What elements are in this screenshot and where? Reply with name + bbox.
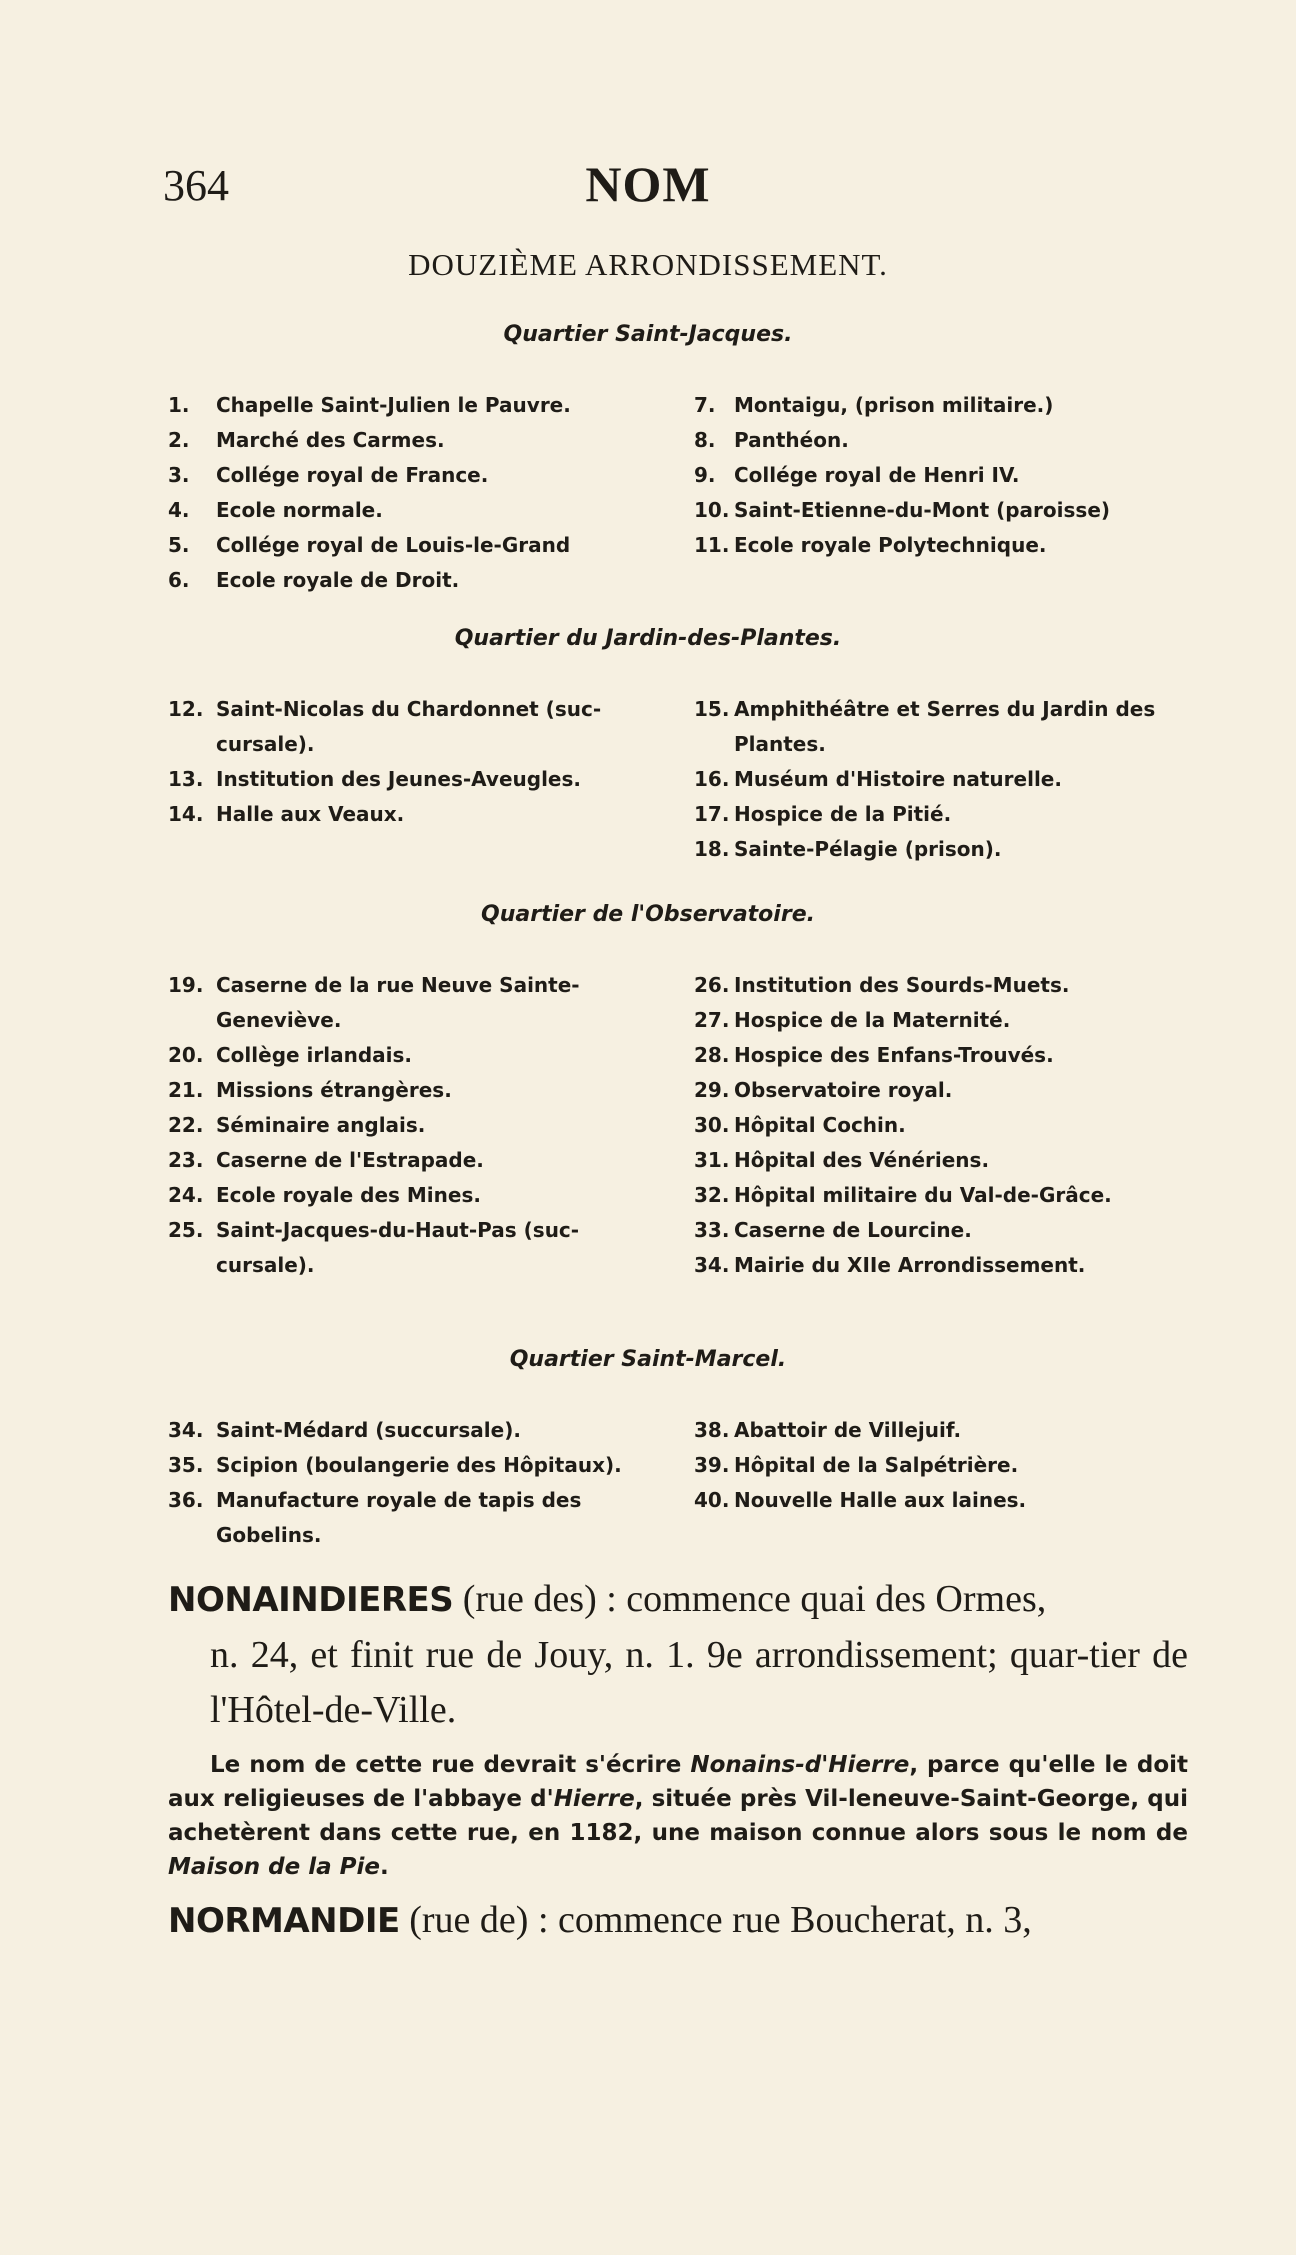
item-text: Séminaire anglais. [216, 1113, 426, 1137]
item-number: 17. [694, 802, 730, 826]
item-text: Hospice des Enfans-Trouvés. [734, 1043, 1054, 1067]
item-text: Sainte-Pélagie (prison). [734, 837, 1002, 861]
item-number: 30. [694, 1113, 730, 1137]
item-number: 8. [694, 428, 716, 452]
list-item [694, 1038, 1214, 1073]
entry-heading-text: (rue des) : commence quai des Ormes, [453, 1578, 1047, 1620]
list-item [168, 1178, 673, 1213]
list-item [694, 423, 1214, 458]
item-number: 25. [168, 1218, 204, 1242]
item-text: Hôpital des Vénériens. [734, 1148, 990, 1172]
dictionary-entry [168, 1893, 1188, 1949]
item-text: Saint-Etienne-du-Mont (paroisse) [734, 498, 1111, 522]
item-number: 38. [694, 1418, 730, 1442]
list-item [168, 528, 673, 563]
item-text: Hôpital Cochin. [734, 1113, 906, 1137]
item-number: 34. [694, 1253, 730, 1277]
quartier-right-column [694, 1413, 1214, 1518]
item-number: 33. [694, 1218, 730, 1242]
list-item [168, 1448, 673, 1483]
quartier-right-column [694, 388, 1214, 563]
item-text: Montaigu, (prison militaire.) [734, 393, 1054, 417]
list-item [168, 423, 673, 458]
item-text: Institution des Jeunes-Aveugles. [216, 767, 581, 791]
quartier-left-column [168, 1413, 673, 1553]
item-text: Ecole normale. [216, 498, 383, 522]
entry-headword: NORMANDIE [168, 1901, 400, 1941]
list-item [168, 797, 673, 832]
item-number: 31. [694, 1148, 730, 1172]
entry-heading [168, 1893, 1188, 1949]
list-item [168, 1038, 673, 1073]
entry-body-text: , située près Vil-leneuve-Saint-George, qui achetèrent dans cette rue, en 1182, une maison connue alors sous le nom de [168, 1786, 1188, 1846]
list-item [168, 1143, 673, 1178]
item-text: Observatoire royal. [734, 1078, 953, 1102]
item-number: 36. [168, 1488, 204, 1512]
item-text: Collége royal de Louis-le-Grand [216, 533, 571, 557]
item-text: Ecole royale des Mines. [216, 1183, 481, 1207]
list-item [168, 458, 673, 493]
item-number: 7. [694, 393, 716, 417]
item-number: 10. [694, 498, 730, 522]
item-number: 4. [168, 498, 190, 522]
item-number: 5. [168, 533, 190, 557]
entry-heading-text: (rue de) : commence rue Boucherat, n. 3, [399, 1899, 1032, 1941]
item-text: Mairie du XIIe Arrondissement. [734, 1253, 1086, 1277]
item-number: 29. [694, 1078, 730, 1102]
list-item [694, 1248, 1214, 1283]
item-number: 9. [694, 463, 716, 487]
item-number: 16. [694, 767, 730, 791]
list-item [168, 1108, 673, 1143]
list-item [168, 762, 673, 797]
list-item [694, 832, 1214, 867]
item-text: Hospice de la Maternité. [734, 1008, 1011, 1032]
item-text: Hôpital de la Salpétrière. [734, 1453, 1019, 1477]
list-item [694, 458, 1214, 493]
item-number: 39. [694, 1453, 730, 1477]
entry-heading [168, 1572, 1188, 1738]
list-item [694, 968, 1214, 1003]
quartier-left-column [168, 388, 673, 598]
item-number: 21. [168, 1078, 204, 1102]
list-item [694, 692, 1214, 762]
entry-body-italic: Maison de la Pie [168, 1854, 380, 1880]
item-number: 3. [168, 463, 190, 487]
quartier-title: Quartier de l'Observatoire. [481, 902, 815, 927]
section-title: DOUZIÈME ARRONDISSEMENT. [408, 247, 888, 282]
item-number: 28. [694, 1043, 730, 1067]
entry-body-text: , parce qu'elle le doit aux religieuses de l'abbaye d' [168, 1752, 1188, 1812]
quartier-title: Quartier du Jardin-des-Plantes. [454, 626, 842, 651]
item-text: Missions étrangères. [216, 1078, 452, 1102]
item-text: Saint-Nicolas du Chardonnet (suc-cursale). [216, 697, 602, 756]
item-text: Ecole royale Polytechnique. [734, 533, 1047, 557]
quartier-title: Quartier Saint-Jacques. [503, 322, 793, 347]
item-number: 34. [168, 1418, 204, 1442]
dictionary-entry [168, 1572, 1188, 1884]
item-number: 12. [168, 697, 204, 721]
page-number: 364 [163, 161, 229, 210]
item-number: 27. [694, 1008, 730, 1032]
item-text: Panthéon. [734, 428, 849, 452]
list-item [694, 528, 1214, 563]
item-number: 22. [168, 1113, 204, 1137]
list-item [694, 1448, 1214, 1483]
list-item [694, 1178, 1214, 1213]
entry-body-text: . [380, 1854, 389, 1880]
item-number: 26. [694, 973, 730, 997]
item-number: 20. [168, 1043, 204, 1067]
list-item [694, 1003, 1214, 1038]
entry-heading-continuation: n. 24, et finit rue de Jouy, n. 1. 9e arrondissement; quar-tier de l'Hôtel-de-Ville. [210, 1634, 1188, 1731]
list-item [168, 1213, 673, 1283]
quartier-left-column [168, 968, 673, 1283]
item-text: Caserne de Lourcine. [734, 1218, 972, 1242]
list-item [694, 797, 1214, 832]
item-number: 6. [168, 568, 190, 592]
item-number: 23. [168, 1148, 204, 1172]
item-text: Halle aux Veaux. [216, 802, 405, 826]
item-number: 32. [694, 1183, 730, 1207]
item-number: 18. [694, 837, 730, 861]
quartier-right-column [694, 692, 1214, 867]
item-text: Institution des Sourds-Muets. [734, 973, 1070, 997]
list-item [694, 762, 1214, 797]
item-text: Collége royal de France. [216, 463, 489, 487]
item-text: Marché des Carmes. [216, 428, 445, 452]
entry-body-italic: Hierre [553, 1786, 635, 1812]
item-number: 15. [694, 697, 730, 721]
item-number: 24. [168, 1183, 204, 1207]
entry-body-text: Le nom de cette rue devrait s'écrire [210, 1752, 691, 1778]
item-text: Scipion (boulangerie des Hôpitaux). [216, 1453, 622, 1477]
item-text: Caserne de la rue Neuve Sainte-Geneviève. [216, 973, 580, 1032]
item-number: 14. [168, 802, 204, 826]
item-text: Saint-Jacques-du-Haut-Pas (suc-cursale). [216, 1218, 580, 1277]
list-item [694, 493, 1214, 528]
list-item [168, 692, 673, 762]
item-number: 35. [168, 1453, 204, 1477]
item-text: Collège irlandais. [216, 1043, 413, 1067]
item-text: Hospice de la Pitié. [734, 802, 952, 826]
list-item [694, 1483, 1214, 1518]
list-item [168, 1073, 673, 1108]
quartier-right-column [694, 968, 1214, 1283]
item-text: Collége royal de Henri IV. [734, 463, 1020, 487]
item-number: 11. [694, 533, 730, 557]
item-number: 1. [168, 393, 190, 417]
list-item [168, 493, 673, 528]
list-item [694, 1413, 1214, 1448]
list-item [168, 563, 673, 598]
item-text: Ecole royale de Droit. [216, 568, 460, 592]
list-item [168, 388, 673, 423]
list-item [694, 1073, 1214, 1108]
entry-body-italic: Nonains-d'Hierre [690, 1752, 910, 1778]
item-text: Chapelle Saint-Julien le Pauvre. [216, 393, 571, 417]
item-text: Hôpital militaire du Val-de-Grâce. [734, 1183, 1112, 1207]
item-text: Manufacture royale de tapis des Gobelins. [216, 1488, 582, 1547]
entry-headword: NONAINDIERES [168, 1580, 454, 1620]
list-item [694, 1213, 1214, 1248]
item-text: Abattoir de Villejuif. [734, 1418, 962, 1442]
item-text: Amphithéâtre et Serres du Jardin des Plantes. [734, 697, 1156, 756]
item-text: Saint-Médard (succursale). [216, 1418, 521, 1442]
running-head: NOM [585, 156, 711, 212]
item-number: 2. [168, 428, 190, 452]
quartier-title: Quartier Saint-Marcel. [509, 1347, 787, 1372]
list-item [694, 388, 1214, 423]
item-text: Nouvelle Halle aux laines. [734, 1488, 1027, 1512]
list-item [168, 1483, 673, 1553]
item-text: Muséum d'Histoire naturelle. [734, 767, 1062, 791]
quartier-left-column [168, 692, 673, 832]
list-item [694, 1108, 1214, 1143]
list-item [694, 1143, 1214, 1178]
item-text: Caserne de l'Estrapade. [216, 1148, 484, 1172]
item-number: 13. [168, 767, 204, 791]
item-number: 19. [168, 973, 204, 997]
list-item [168, 968, 673, 1038]
entry-body [168, 1748, 1188, 1884]
list-item [168, 1413, 673, 1448]
item-number: 40. [694, 1488, 730, 1512]
